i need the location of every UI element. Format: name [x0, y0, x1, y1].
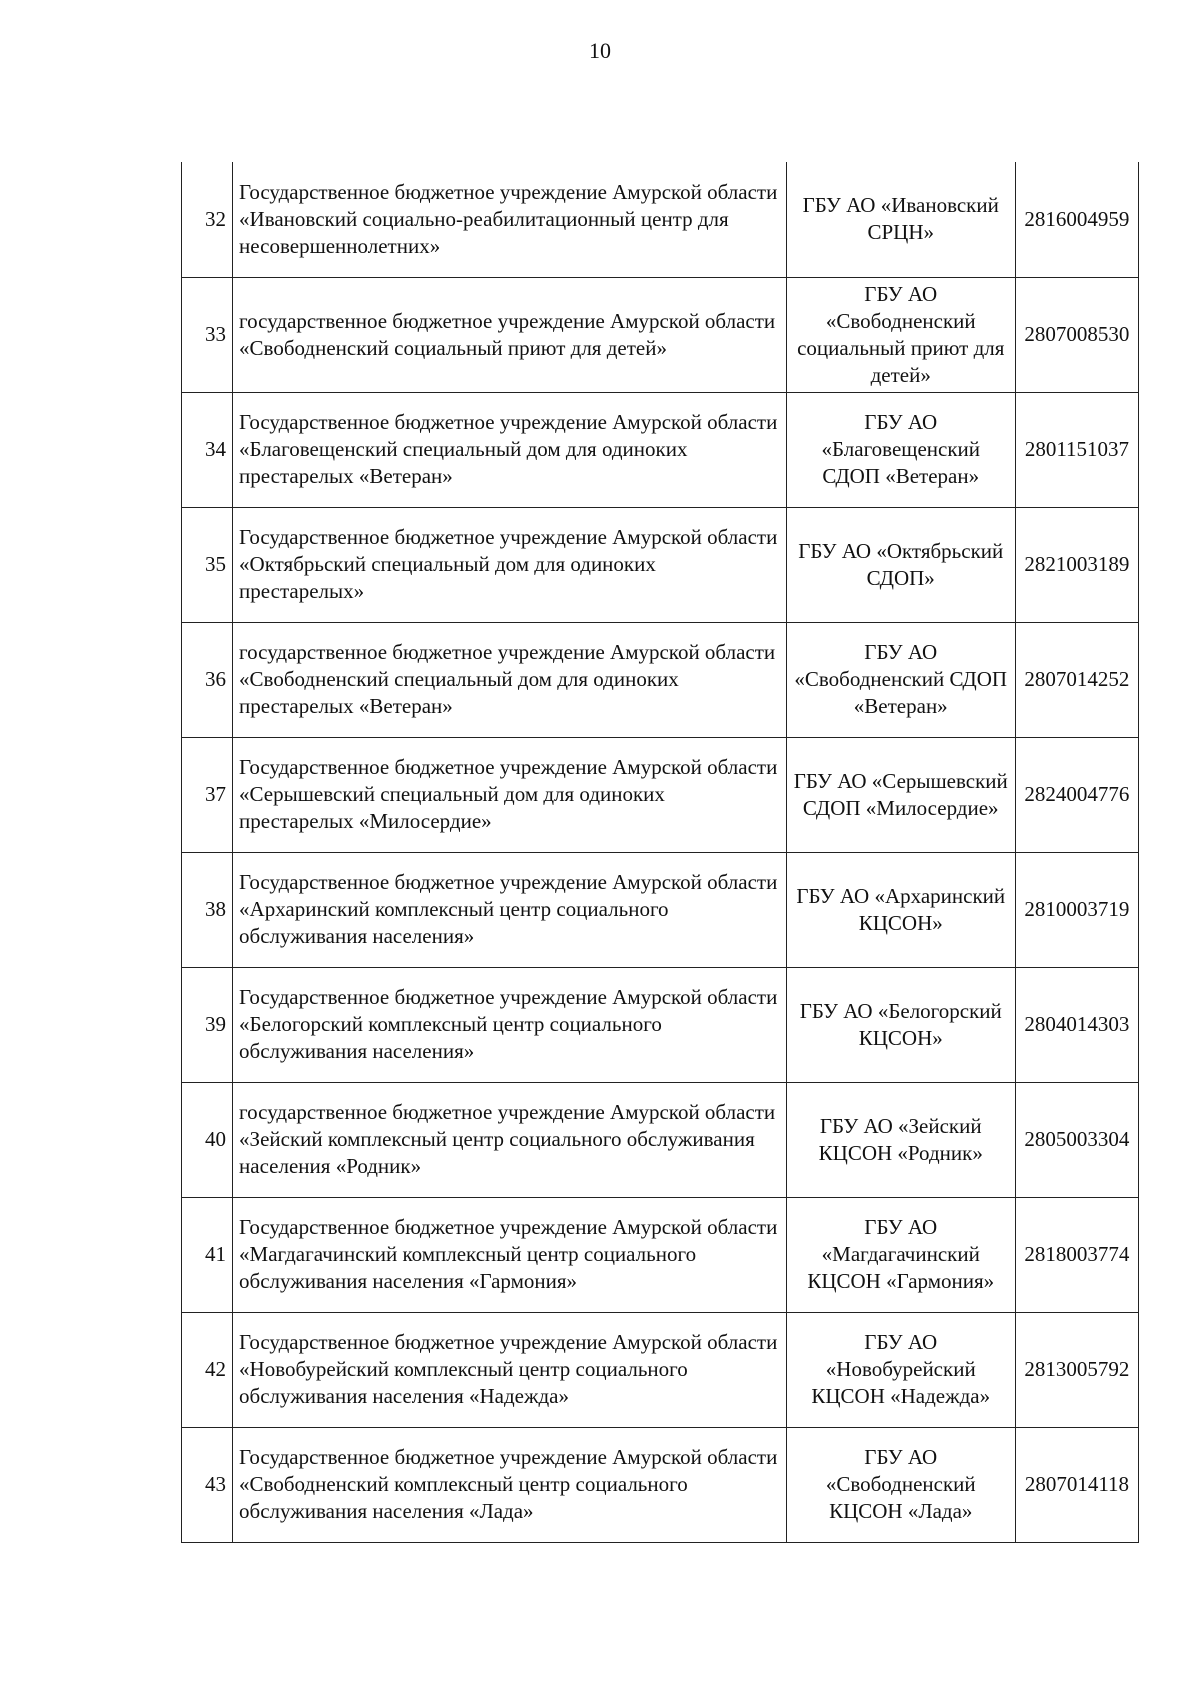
organization-name-cell: Государственное бюджетное учреждение Амурской области «Благовещенский специальный дом для одиноких престарелых «Ветеран» [233, 392, 787, 507]
organization-name-cell: Государственное бюджетное учреждение Амурской области «Архаринский комплексный центр социального обслуживания населения» [233, 852, 787, 967]
inn-cell: 2805003304 [1015, 1082, 1138, 1197]
organization-name-cell: государственное бюджетное учреждение Амурской области «Свободненский социальный приют для детей» [233, 277, 787, 392]
row-number-cell: 32 [182, 162, 233, 277]
table-row [182, 1312, 1139, 1427]
inn-cell: 2804014303 [1015, 967, 1138, 1082]
inn-cell: 2821003189 [1015, 507, 1138, 622]
table-row [182, 1427, 1139, 1542]
organization-name-cell: Государственное бюджетное учреждение Амурской области «Ивановский социально-реабилитационный центр для несовершеннолетних» [233, 162, 787, 277]
page-number: 10 [589, 38, 611, 63]
organization-name-cell: Государственное бюджетное учреждение Амурской области «Свободненский комплексный центр социального обслуживания населения «Лада» [233, 1427, 787, 1542]
short-name-cell: ГБУ АО «Магдагачинский КЦСОН «Гармония» [786, 1197, 1015, 1312]
short-name-cell: ГБУ АО «Архаринский КЦСОН» [786, 852, 1015, 967]
inn-cell: 2807014252 [1015, 622, 1138, 737]
row-number-cell: 38 [182, 852, 233, 967]
row-number-cell: 37 [182, 737, 233, 852]
organization-name-cell: Государственное бюджетное учреждение Амурской области «Белогорский комплексный центр социального обслуживания населения» [233, 967, 787, 1082]
table-body [182, 162, 1139, 1542]
organization-name-cell: государственное бюджетное учреждение Амурской области «Зейский комплексный центр социального обслуживания населения «Родник» [233, 1082, 787, 1197]
inn-cell: 2807008530 [1015, 277, 1138, 392]
short-name-cell: ГБУ АО «Благовещенский СДОП «Ветеран» [786, 392, 1015, 507]
table-row [182, 737, 1139, 852]
inn-cell: 2801151037 [1015, 392, 1138, 507]
row-number-cell: 42 [182, 1312, 233, 1427]
short-name-cell: ГБУ АО «Белогорский КЦСОН» [786, 967, 1015, 1082]
short-name-cell: ГБУ АО «Октябрьский СДОП» [786, 507, 1015, 622]
organization-name-cell: Государственное бюджетное учреждение Амурской области «Серышевский специальный дом для одиноких престарелых «Милосердие» [233, 737, 787, 852]
row-number-cell: 36 [182, 622, 233, 737]
organizations-table [181, 162, 1139, 1543]
table-row [182, 507, 1139, 622]
inn-cell: 2824004776 [1015, 737, 1138, 852]
row-number-cell: 40 [182, 1082, 233, 1197]
row-number-cell: 43 [182, 1427, 233, 1542]
table-row [182, 277, 1139, 392]
inn-cell: 2807014118 [1015, 1427, 1138, 1542]
row-number-cell: 39 [182, 967, 233, 1082]
short-name-cell: ГБУ АО «Свободненский социальный приют для детей» [786, 277, 1015, 392]
table-row [182, 392, 1139, 507]
short-name-cell: ГБУ АО «Новобурейский КЦСОН «Надежда» [786, 1312, 1015, 1427]
inn-cell: 2816004959 [1015, 162, 1138, 277]
table-row [182, 852, 1139, 967]
inn-cell: 2818003774 [1015, 1197, 1138, 1312]
row-number-cell: 34 [182, 392, 233, 507]
short-name-cell: ГБУ АО «Свободненский КЦСОН «Лада» [786, 1427, 1015, 1542]
table-row [182, 1197, 1139, 1312]
short-name-cell: ГБУ АО «Свободненский СДОП «Ветеран» [786, 622, 1015, 737]
inn-cell: 2810003719 [1015, 852, 1138, 967]
inn-cell: 2813005792 [1015, 1312, 1138, 1427]
table-row [182, 622, 1139, 737]
row-number-cell: 33 [182, 277, 233, 392]
table-row [182, 162, 1139, 277]
row-number-cell: 35 [182, 507, 233, 622]
short-name-cell: ГБУ АО «Ивановский СРЦН» [786, 162, 1015, 277]
short-name-cell: ГБУ АО «Серышевский СДОП «Милосердие» [786, 737, 1015, 852]
table-row [182, 1082, 1139, 1197]
organization-name-cell: государственное бюджетное учреждение Амурской области «Свободненский специальный дом для одиноких престарелых «Ветеран» [233, 622, 787, 737]
row-number-cell: 41 [182, 1197, 233, 1312]
organizations-table-wrapper [181, 162, 1139, 1543]
short-name-cell: ГБУ АО «Зейский КЦСОН «Родник» [786, 1082, 1015, 1197]
organization-name-cell: Государственное бюджетное учреждение Амурской области «Новобурейский комплексный центр социального обслуживания населения «Надежда» [233, 1312, 787, 1427]
organization-name-cell: Государственное бюджетное учреждение Амурской области «Магдагачинский комплексный центр социального обслуживания населения «Гармония» [233, 1197, 787, 1312]
table-row [182, 967, 1139, 1082]
organization-name-cell: Государственное бюджетное учреждение Амурской области «Октябрьский специальный дом для одиноких престарелых» [233, 507, 787, 622]
